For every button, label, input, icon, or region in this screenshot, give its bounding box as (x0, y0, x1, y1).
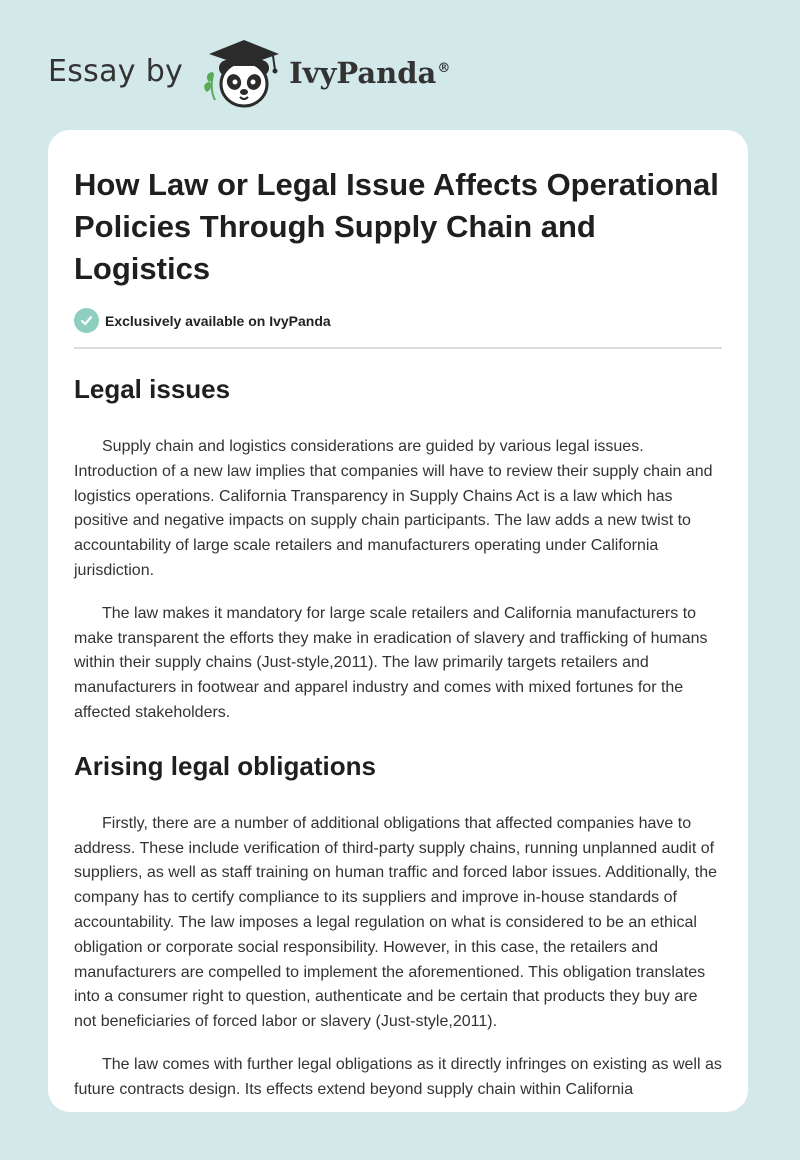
site-header (48, 34, 450, 114)
paragraph: Supply chain and logistics considerations are guided by various legal issues. Introduction of a new law implies that companies will have to review their supply chain and logistics operations. California Transparency in Supply Chains Act is a law which has positive and negative impacts on supply chain participants. The law adds a new twist to accountability of large scale retailers and manufacturers operating under California jurisdiction. (74, 438, 713, 579)
section-heading-arising-legal-obligations: Arising legal obligations (74, 750, 376, 781)
paragraph: The law makes it mandatory for large scale retailers and California manufacturers to make transparent the efforts they make in eradication of slavery and trafficking of humans within their supply chains (Just-style,2011). The law primarily targets retailers and manufacturers in footwear and apparel industry and comes with mixed fortunes for the affected stakeholders. (74, 604, 708, 721)
essay-by-label: Essay by (48, 53, 184, 89)
registered-mark: ® (437, 61, 451, 77)
brand-name-text: IvyPanda (289, 56, 437, 90)
essay-card (48, 130, 748, 1112)
exclusive-badge (74, 308, 722, 333)
title-divider (74, 347, 722, 349)
panda-graduation-cap-icon[interactable] (199, 34, 285, 114)
exclusive-badge-text: Exclusively available on IvyPanda (105, 312, 331, 329)
paragraph: The law comes with further legal obligations as it directly infringes on existing as well as future contracts design. Its effects extend beyond supply chain within California (74, 1055, 722, 1098)
essay-title: How Law or Legal Issue Affects Operational Policies Through Supply Chain and Logistics (74, 167, 719, 286)
ivypanda-wordmark[interactable] (289, 56, 450, 90)
check-icon (74, 308, 99, 333)
paragraph: Firstly, there are a number of additional obligations that affected companies have to address. These include verification of third-party supply chains, running unplanned audit of suppliers, as well as staff training on human traffic and forced labor issues. Additionally, the company has to certify compliance to its suppliers and improve in-house standards of accountability. The law imposes a legal regulation on what is considered to be an ethical obligation or corporate social responsibility. However, in this case, the retailers and manufacturers are compelled to implement the aforementioned. This obligation translates into a consumer right to question, authenticate and be certain that products they buy are not beneficiaries of forced labor or slavery (Just-style,2011). (74, 814, 718, 1031)
section-heading-legal-issues: Legal issues (74, 374, 231, 404)
